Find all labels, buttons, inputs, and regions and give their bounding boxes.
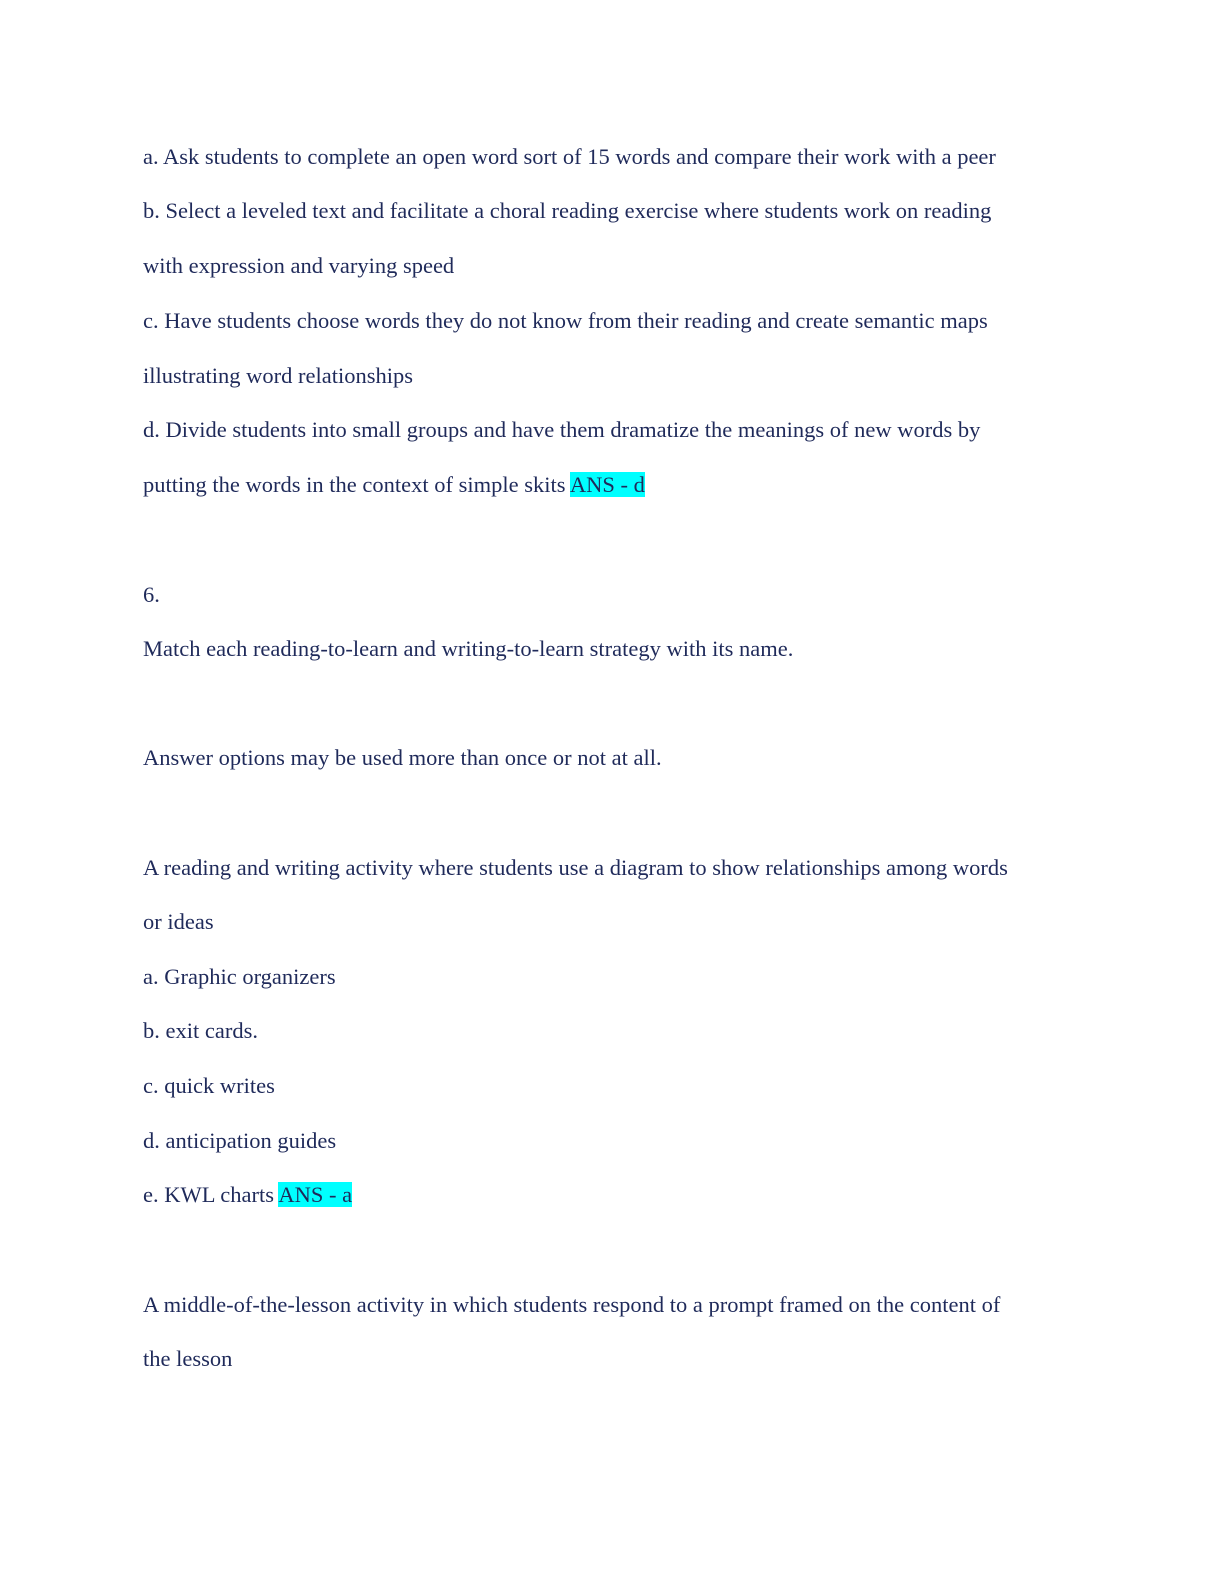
- q6-number: 6.: [143, 582, 160, 607]
- q5-option-b-line1: b. Select a leveled text and facilitate a choral reading exercise where students work on reading: [143, 198, 992, 223]
- q5-option-d-line2: [143, 471, 645, 499]
- q6-item1-text-line1: A reading and writing activity where students use a diagram to show relationships among words: [143, 855, 1008, 880]
- q6-item1-answer-highlight: ANS - a: [278, 1182, 353, 1207]
- q5-option-b-line2: with expression and varying speed: [143, 253, 455, 278]
- q6-item1-option: b. exit cards.: [143, 1018, 258, 1043]
- q6-item1-option: c. quick writes: [143, 1073, 275, 1098]
- q5-option-c-line2: illustrating word relationships: [143, 363, 413, 388]
- q5-option-d-line1: d. Divide students into small groups and have them dramatize the meanings of new words by: [143, 417, 981, 442]
- q5-answer-highlight: ANS - d: [569, 472, 645, 497]
- q6-item1-option-e: e. KWL charts: [143, 1182, 274, 1207]
- q5-option-c-line1: c. Have students choose words they do not know from their reading and create semantic maps: [143, 308, 988, 333]
- q6-item2-text-line1: A middle-of-the-lesson activity in which students respond to a prompt framed on the content of: [143, 1292, 1001, 1317]
- q6-item1-text-line2: or ideas: [143, 909, 214, 934]
- q6-prompt: Match each reading-to-learn and writing-to-learn strategy with its name.: [143, 636, 794, 661]
- q6-item1-option: a. Graphic organizers: [143, 964, 336, 989]
- q6-item2-text-line2: the lesson: [143, 1346, 233, 1371]
- q5-option-d-text: putting the words in the context of simple skits: [143, 472, 566, 497]
- q6-item1-option-last: [143, 1181, 352, 1209]
- q6-instructions: Answer options may be used more than once or not at all.: [143, 745, 662, 770]
- q5-option-a: a. Ask students to complete an open word sort of 15 words and compare their work with a peer: [143, 144, 996, 169]
- q6-item1-option: d. anticipation guides: [143, 1128, 337, 1153]
